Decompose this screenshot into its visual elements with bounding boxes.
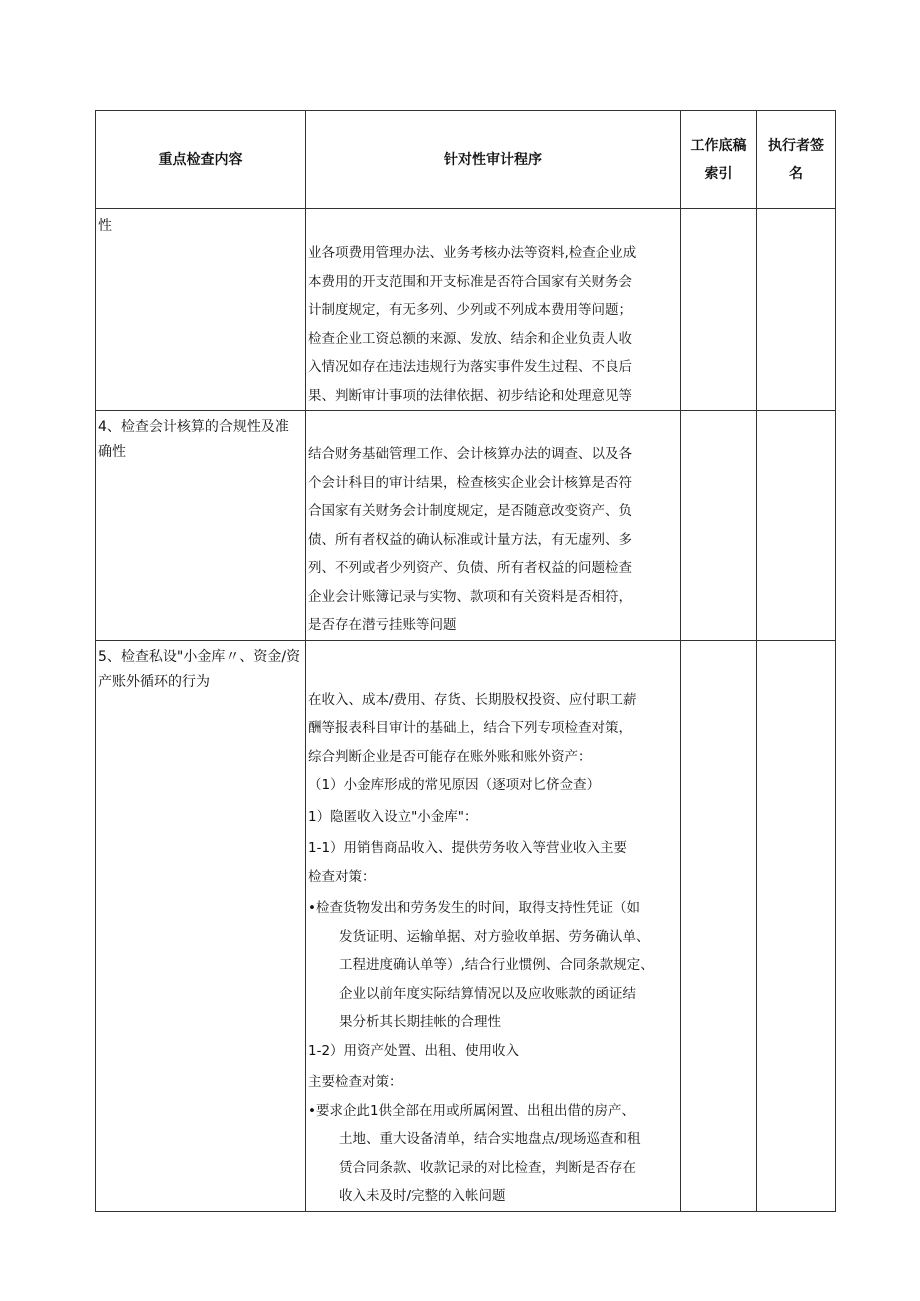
- procedure-line: 1-1）用销售商品收入、提供劳务收入等营业收入主要: [308, 840, 628, 856]
- procedure-line: 企业以前年度实际结算情况以及应收账款的函证结: [339, 985, 636, 1002]
- executor-signature-cell[interactable]: [757, 209, 836, 411]
- procedure-line: 果、判断审计事项的法律依据、初步结论和处理意见等: [308, 387, 632, 404]
- table-row: [96, 640, 836, 1211]
- header-row: [96, 111, 836, 209]
- procedure-line: 企业会计账簿记录与实物、款项和有关资料是否相符，: [308, 588, 632, 605]
- header-key-content: 重点检查内容: [96, 111, 306, 209]
- row-content-cell: 性: [96, 209, 306, 411]
- workpaper-index-cell[interactable]: [681, 640, 757, 1211]
- procedure-line: 1-2）用资产处置、出租、使用收入: [308, 1042, 520, 1059]
- procedure-line: 是否存在潜亏挂账等问题: [308, 617, 457, 633]
- procedure-line: 合国家有关财务会计制度规定，是否随意改变资产、负: [308, 503, 632, 519]
- header-audit-procedure: 针对性审计程序: [306, 111, 681, 209]
- procedure-line: 土地、重大设备清单，结合实地盘点/现场巡查和租: [339, 1131, 641, 1147]
- procedure-line: 发货证明、运输单据、对方验收单据、劳务确认单、: [339, 928, 650, 945]
- procedure-line: （1）小金库形成的常见原因（逐项对匕侪佥查）: [308, 777, 601, 793]
- row-content-cell: 4、检查会计核算的合规性及准确性: [96, 411, 306, 641]
- procedure-line: 工程进度确认单等）,结合行业惯例、合同条款规定、: [339, 957, 654, 973]
- row-content-cell: 5、检查私设"小金库〃、资金/资产账外循环的行为: [96, 640, 306, 1211]
- workpaper-index-cell[interactable]: [681, 411, 757, 641]
- audit-procedure-table: [95, 110, 836, 1212]
- procedure-line: 在收入、成本/费用、存货、长期股权投资、应付职工薪: [308, 691, 637, 708]
- procedure-line: 本费用的开支范围和开支标准是否符合国家有关财务会: [308, 273, 632, 290]
- procedure-line: •要求企此1供全部在用或所属闲置、出租出借的房产、: [308, 1102, 636, 1119]
- executor-signature-cell[interactable]: [757, 640, 836, 1211]
- procedure-line: 赁合同条款、收款记录的对比检查，判断是否存在: [339, 1159, 636, 1176]
- procedure-line: 入情况如存在违法违规行为落实事件发生过程、不良后: [308, 359, 632, 375]
- procedure-line: 债、所有者权益的确认标准或计量方法，有无虚列、多: [308, 531, 632, 548]
- procedure-line: •检查货物发出和劳务发生的时间，取得支持性凭证（如: [308, 900, 640, 916]
- procedure-line: 计制度规定，有无多列、少列或不列成本费用等问题；: [308, 302, 632, 318]
- procedure-line: 检查企业工资总额的来源、发放、结余和企业负责人收: [308, 330, 632, 347]
- row-procedure-cell: [306, 209, 681, 411]
- workpaper-index-cell[interactable]: [681, 209, 757, 411]
- procedure-line: 业各项费用管理办法、业务考核办法等资料,检查企业成: [308, 245, 637, 261]
- header-workpaper-index: 工作底稿索引: [681, 111, 757, 209]
- procedure-line: 结合财务基础管理工作、会计核算办法的调查、以及各: [308, 446, 632, 462]
- table-row: [96, 411, 836, 641]
- procedure-line: 果分析其长期挂帐的合理性: [339, 1014, 501, 1030]
- executor-signature-cell[interactable]: [757, 411, 836, 641]
- procedure-line: 检查对策：: [308, 868, 376, 885]
- row-procedure-cell: [306, 411, 681, 641]
- procedure-line: 个会计科目的审计结果，检查核实企业会计核算是否符: [308, 474, 632, 491]
- table-row: [96, 209, 836, 411]
- header-executor-signature: 执行者签名: [757, 111, 836, 209]
- row-procedure-cell: [306, 640, 681, 1211]
- procedure-line: 收入未及时/完整的入帐问题: [339, 1188, 506, 1204]
- procedure-line: 1）隐匿收入设立"小金库"：: [308, 808, 478, 825]
- procedure-line: 酬等报表科目审计的基础上，结合下列专项检查对策，: [308, 720, 632, 736]
- procedure-line: 主要检查对策：: [308, 1074, 403, 1090]
- procedure-line: 综合判断企业是否可能存在账外账和账外资产：: [308, 748, 592, 765]
- procedure-line: 列、不列或者少列资产、负债、所有者权益的问题检查: [308, 560, 632, 576]
